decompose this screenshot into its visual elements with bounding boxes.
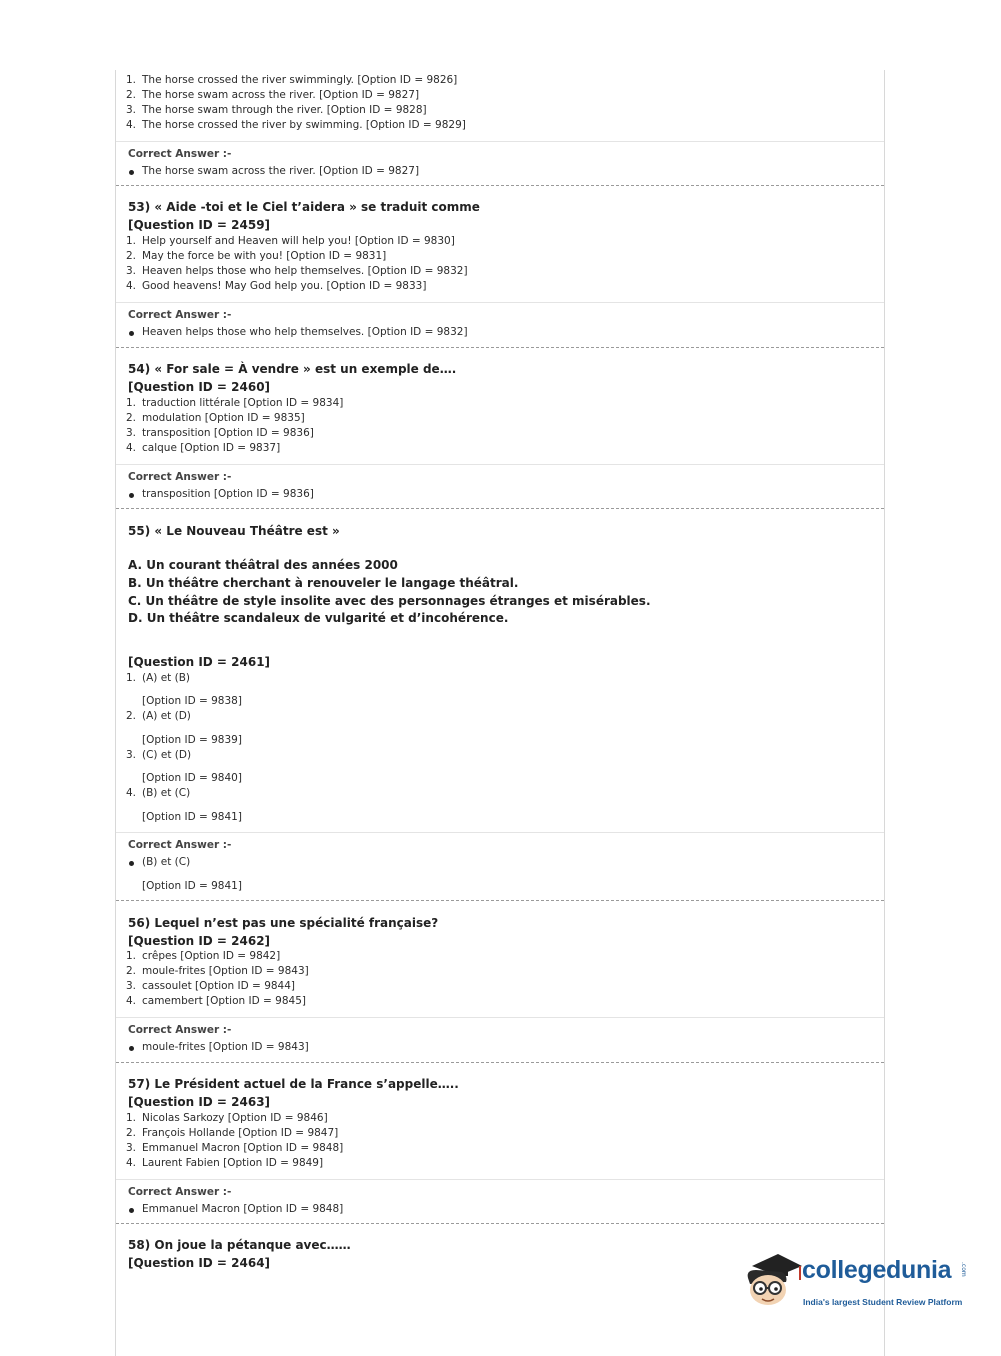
correct-answer-label: Correct Answer :- bbox=[128, 309, 232, 321]
option-number: 1. bbox=[126, 235, 137, 247]
divider bbox=[116, 141, 884, 142]
option-text: Emmanuel Macron [Option ID = 9848] bbox=[142, 1142, 344, 1154]
divider bbox=[116, 302, 884, 303]
question-separator bbox=[116, 347, 884, 348]
correct-answer: Heaven helps those who help themselves. [Option ID = 9832] bbox=[142, 326, 468, 338]
option-number: 2. bbox=[126, 250, 137, 262]
question-id: [Question ID = 2459] bbox=[128, 218, 271, 232]
question-separator bbox=[116, 508, 884, 509]
question-text: 55) « Le Nouveau Théâtre est » bbox=[128, 524, 340, 538]
option-number: 2. bbox=[126, 1127, 137, 1139]
correct-answer: Emmanuel Macron [Option ID = 9848] bbox=[142, 1203, 344, 1215]
question-text: 57) Le Président actuel de la France s’appelle….. bbox=[128, 1077, 459, 1091]
correct-answer: (B) et (C) bbox=[142, 856, 191, 868]
correct-answer: transposition [Option ID = 9836] bbox=[142, 488, 314, 500]
option-text: transposition [Option ID = 9836] bbox=[142, 427, 314, 439]
correct-answer-label: Correct Answer :- bbox=[128, 839, 232, 851]
option-number: 3. bbox=[126, 980, 137, 992]
correct-answer-label: Correct Answer :- bbox=[128, 148, 232, 160]
question-separator bbox=[116, 900, 884, 901]
option-text: The horse crossed the river by swimming. [Option ID = 9829] bbox=[142, 119, 466, 131]
question-id: [Question ID = 2460] bbox=[128, 380, 271, 394]
option-text: May the force be with you! [Option ID = 9831] bbox=[142, 250, 387, 262]
correct-answer-label: Correct Answer :- bbox=[128, 1186, 232, 1198]
option-number: 3. bbox=[126, 749, 137, 761]
question-id: [Question ID = 2461] bbox=[128, 655, 271, 669]
divider bbox=[116, 1017, 884, 1018]
question-text: 53) « Aide -toi et le Ciel t’aidera » se traduit comme bbox=[128, 200, 480, 214]
question-separator bbox=[116, 185, 884, 186]
option-id: [Option ID = 9840] bbox=[142, 772, 242, 784]
statement: B. Un théâtre cherchant à renouveler le langage théâtral. bbox=[128, 576, 519, 590]
option-number: 3. bbox=[126, 427, 137, 439]
correct-answer: moule-frites [Option ID = 9843] bbox=[142, 1041, 309, 1053]
pupil-right bbox=[774, 1287, 778, 1291]
bullet-icon bbox=[129, 1208, 134, 1213]
option-text: cassoulet [Option ID = 9844] bbox=[142, 980, 296, 992]
divider bbox=[116, 464, 884, 465]
option-number: 3. bbox=[126, 1142, 137, 1154]
collegedunia-logo bbox=[742, 1248, 972, 1318]
option-text: Nicolas Sarkozy [Option ID = 9846] bbox=[142, 1112, 328, 1124]
option-text: (C) et (D) bbox=[142, 749, 192, 761]
bullet-icon bbox=[129, 170, 134, 175]
logo-suffix: .com bbox=[960, 1262, 967, 1277]
option-number: 4. bbox=[126, 119, 137, 131]
option-text: (A) et (D) bbox=[142, 710, 191, 722]
bullet-icon bbox=[129, 331, 134, 336]
option-text: The horse swam across the river. [Option ID = 9827] bbox=[142, 89, 420, 101]
correct-answer-label: Correct Answer :- bbox=[128, 1024, 232, 1036]
option-text: camembert [Option ID = 9845] bbox=[142, 995, 306, 1007]
exam-page bbox=[115, 70, 885, 1356]
option-text: traduction littérale [Option ID = 9834] bbox=[142, 397, 344, 409]
option-text: moule-frites [Option ID = 9843] bbox=[142, 965, 309, 977]
option-number: 1. bbox=[126, 397, 137, 409]
option-number: 1. bbox=[126, 672, 137, 684]
question-separator bbox=[116, 1062, 884, 1063]
option-id: [Option ID = 9841] bbox=[142, 811, 242, 823]
option-text: (B) et (C) bbox=[142, 787, 191, 799]
logo-tagline: India's largest Student Review Platform bbox=[803, 1297, 963, 1307]
option-number: 3. bbox=[126, 265, 137, 277]
option-text: Good heavens! May God help you. [Option ID = 9833] bbox=[142, 280, 427, 292]
option-text: crêpes [Option ID = 9842] bbox=[142, 950, 281, 962]
question-id: [Question ID = 2462] bbox=[128, 934, 271, 948]
option-number: 2. bbox=[126, 412, 137, 424]
pupil-left bbox=[759, 1287, 763, 1291]
correct-answer-label: Correct Answer :- bbox=[128, 471, 232, 483]
option-text: The horse crossed the river swimmingly. [Option ID = 9826] bbox=[142, 74, 458, 86]
option-number: 4. bbox=[126, 787, 137, 799]
option-number: 1. bbox=[126, 1112, 137, 1124]
option-text: calque [Option ID = 9837] bbox=[142, 442, 281, 454]
option-text: François Hollande [Option ID = 9847] bbox=[142, 1127, 339, 1139]
option-number: 1. bbox=[126, 950, 137, 962]
question-id: [Question ID = 2463] bbox=[128, 1095, 271, 1109]
divider bbox=[116, 1179, 884, 1180]
option-id: [Option ID = 9839] bbox=[142, 734, 242, 746]
option-number: 4. bbox=[126, 995, 137, 1007]
divider bbox=[116, 832, 884, 833]
option-id: [Option ID = 9838] bbox=[142, 695, 242, 707]
option-text: Help yourself and Heaven will help you! [Option ID = 9830] bbox=[142, 235, 455, 247]
mascot-icon bbox=[742, 1248, 804, 1310]
question-text: 58) On joue la pétanque avec…… bbox=[128, 1238, 351, 1252]
option-text: (A) et (B) bbox=[142, 672, 191, 684]
option-number: 2. bbox=[126, 710, 137, 722]
question-separator bbox=[116, 1223, 884, 1224]
option-number: 1. bbox=[126, 74, 137, 86]
option-number: 4. bbox=[126, 280, 137, 292]
bullet-icon bbox=[129, 861, 134, 866]
bullet-icon bbox=[129, 493, 134, 498]
statement: A. Un courant théâtral des années 2000 bbox=[128, 558, 398, 572]
option-number: 2. bbox=[126, 965, 137, 977]
option-text: The horse swam through the river. [Option ID = 9828] bbox=[142, 104, 427, 116]
logo-wordmark: collegedunia bbox=[802, 1256, 952, 1284]
option-text: modulation [Option ID = 9835] bbox=[142, 412, 305, 424]
statement: C. Un théâtre de style insolite avec des personnages étranges et misérables. bbox=[128, 594, 651, 608]
statement: D. Un théâtre scandaleux de vulgarité et d’incohérence. bbox=[128, 611, 509, 625]
option-number: 3. bbox=[126, 104, 137, 116]
option-text: Heaven helps those who help themselves. [Option ID = 9832] bbox=[142, 265, 468, 277]
question-id: [Question ID = 2464] bbox=[128, 1256, 271, 1270]
option-text: Laurent Fabien [Option ID = 9849] bbox=[142, 1157, 324, 1169]
option-number: 4. bbox=[126, 442, 137, 454]
correct-answer-id: [Option ID = 9841] bbox=[142, 880, 242, 892]
option-number: 4. bbox=[126, 1157, 137, 1169]
correct-answer: The horse swam across the river. [Option ID = 9827] bbox=[142, 165, 420, 177]
question-text: 56) Lequel n’est pas une spécialité française? bbox=[128, 916, 439, 930]
bullet-icon bbox=[129, 1046, 134, 1051]
option-number: 2. bbox=[126, 89, 137, 101]
question-text: 54) « For sale = À vendre » est un exemple de…. bbox=[128, 362, 457, 376]
